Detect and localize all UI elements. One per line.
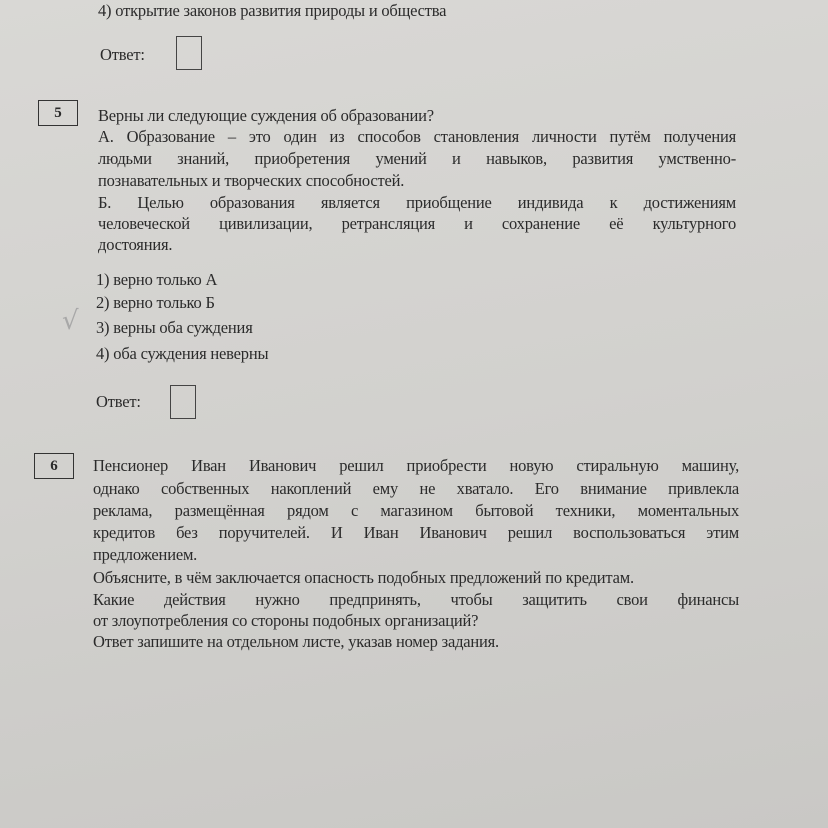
- question-text-line: Ответ запишите на отдельном листе, указав номер задания.: [93, 632, 499, 651]
- option-2: 2) верно только Б: [96, 293, 215, 312]
- question-text-line: Б. Целью образования является приобщение индивида к достижениям: [98, 193, 736, 212]
- question-number: 5: [38, 100, 78, 126]
- checkmark-icon: √: [62, 306, 79, 336]
- answer-label: Ответ:: [96, 392, 141, 411]
- question-text-line: Объясните, в чём заключается опасность подобных предложений по кредитам.: [93, 568, 634, 587]
- question-text-line: Верны ли следующие суждения об образовании?: [98, 106, 434, 125]
- question-text-line: А. Образование – это один из способов становления личности путём получения: [98, 127, 736, 146]
- question-text-line: однако собственных накоплений ему не хватало. Его внимание привлекла: [93, 479, 739, 498]
- question-text-line: людьми знаний, приобретения умений и навыков, развития умственно-: [98, 149, 736, 168]
- question-text-line: Пенсионер Иван Иванович решил приобрести новую стиральную машину,: [93, 456, 739, 475]
- option-4: 4) оба суждения неверны: [96, 344, 269, 363]
- question-text-line: кредитов без поручителей. И Иван Иванович решил воспользоваться этим: [93, 523, 739, 542]
- answer-box[interactable]: [170, 385, 196, 419]
- question-text-line: от злоупотребления со стороны подобных организаций?: [93, 611, 479, 630]
- question-text-line: познавательных и творческих способностей.: [98, 171, 405, 190]
- question-text-line: человеческой цивилизации, ретрансляция и сохранение её культурного: [98, 214, 736, 233]
- question-text-line: реклама, размещённая рядом с магазином бытовой техники, моментальных: [93, 501, 739, 520]
- question-number: 6: [34, 453, 74, 479]
- question-text-line: достояния.: [98, 235, 173, 254]
- option-3: 3) верны оба суждения: [96, 318, 253, 337]
- answer-box[interactable]: [176, 36, 202, 70]
- answer-label: Ответ:: [100, 45, 145, 64]
- option-4: 4) открытие законов развития природы и общества: [98, 1, 447, 20]
- option-1: 1) верно только А: [96, 270, 218, 289]
- question-text-line: Какие действия нужно предпринять, чтобы защитить свои финансы: [93, 590, 739, 609]
- question-text-line: предложением.: [93, 545, 198, 564]
